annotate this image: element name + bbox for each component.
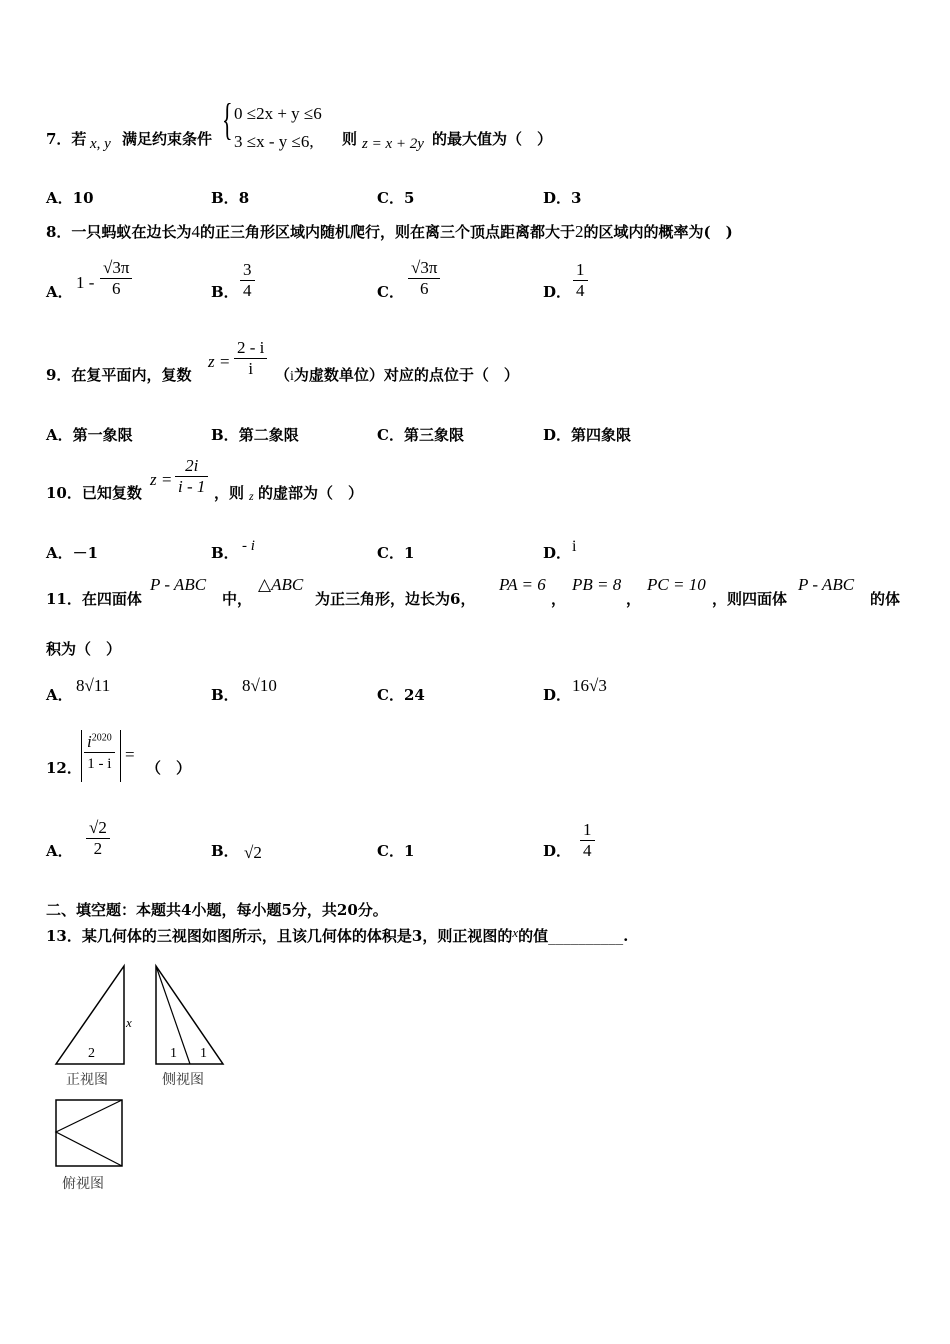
q11-p2: P - ABC <box>798 575 855 594</box>
q10-option-c[interactable]: C．1 <box>377 544 415 562</box>
q9-option-c[interactable]: C．第三象限 <box>377 426 464 444</box>
side-view-label-1a: 1 <box>170 1046 177 1061</box>
q11-option-a-text: 8√11 <box>76 676 111 695</box>
q7-constraint-2: 3 ≤x - y ≤6, <box>234 132 314 151</box>
top-view <box>56 1100 122 1166</box>
q10-stem-a: 10．已知复数 <box>46 484 142 502</box>
q11-stem-f: 积为（ ） <box>46 640 122 658</box>
q12-option-b-letter[interactable]: B． <box>211 842 239 860</box>
q11-option-a-letter[interactable]: A． <box>46 686 73 704</box>
q12-option-a-letter[interactable]: A． <box>46 842 73 860</box>
q11-option-c[interactable]: C．24 <box>377 686 425 704</box>
q11-stem-e: 的体 <box>870 590 901 608</box>
q10-stem-c: 的虚部为（ ） <box>258 484 364 502</box>
q11-pc: PC = 10 <box>647 575 706 594</box>
q12-ask: （ ） <box>146 759 192 777</box>
side-view-caption: 侧视图 <box>162 1072 204 1088</box>
q11-stem-a: 11．在四面体 <box>46 590 142 608</box>
q8-option-c-letter[interactable]: C． <box>377 283 404 301</box>
q8-option-a-prefix: 1 - <box>76 273 95 292</box>
front-view-x-label: x <box>126 1015 132 1030</box>
q7-then: 则 <box>342 130 358 148</box>
q7-cond-label: 满足约束条件 <box>122 130 213 148</box>
q11-triangle: △ABC <box>258 575 304 594</box>
q7-option-c[interactable]: C．5 <box>377 189 415 207</box>
side-view-label-1b: 1 <box>200 1046 207 1061</box>
q10-option-d-text: i <box>572 538 577 555</box>
q12-option-a-fraction: $\frac{√2}{2}$ <box>86 818 110 859</box>
q11-stem-b: 中， <box>222 590 253 608</box>
side-view <box>156 966 223 1064</box>
q8-stem: 8．一只蚂蚁在边长为4的正三角形区域内随机爬行，则在离三个顶点距离都大于2的区域内的概率为( ) <box>46 222 733 241</box>
q10-z2: z <box>249 489 254 503</box>
q13-stem: 13．某几何体的三视图如图所示，且该几何体的体积是3，则正视图的x的值__________. <box>46 925 629 945</box>
q11-option-b-text: 8√10 <box>242 676 277 695</box>
q11-option-d-text: 16√3 <box>572 676 607 695</box>
q7-constraint-1: 0 ≤2x + y ≤6 <box>234 104 322 123</box>
q8-option-c-fraction: $\frac{√3\pi}{6}$ <box>408 258 440 299</box>
q11-p1: P - ABC <box>150 575 207 594</box>
q9-z: z = <box>208 352 231 371</box>
q9-option-a[interactable]: A．第一象限 <box>46 426 133 444</box>
q10-option-b-text: - i <box>242 538 255 554</box>
q9-stem-b: （i为虚数单位）对应的点位于（ ） <box>275 366 519 384</box>
q10-stem-b: ，则 <box>214 484 245 502</box>
front-view-caption: 正视图 <box>66 1072 108 1088</box>
q10-fraction: $\frac{2i}{i - 1}$ <box>175 456 208 497</box>
q7-ask: 的最大值为（ ） <box>432 130 553 148</box>
q7-z-expr: z = x + 2y <box>362 136 424 152</box>
q12-option-c[interactable]: C．1 <box>377 842 415 860</box>
q12-option-d-letter[interactable]: D． <box>543 842 572 860</box>
q11-option-d-letter[interactable]: D． <box>543 686 572 704</box>
q8-option-b-fraction: $\frac{3}{4}$ <box>240 260 255 301</box>
q8-option-b-letter[interactable]: B． <box>211 283 239 301</box>
q8-option-d-fraction: $\frac{1}{4}$ <box>573 260 588 301</box>
left-brace: { <box>222 95 233 144</box>
q8-option-a-letter[interactable]: A． <box>46 283 73 301</box>
q10-option-a[interactable]: A．－1 <box>46 544 99 562</box>
top-view-caption: 俯视图 <box>62 1176 104 1192</box>
q12-option-b-text: √2 <box>244 843 262 862</box>
q9-stem-a: 9．在复平面内，复数 <box>46 366 192 384</box>
q9-option-b[interactable]: B．第二象限 <box>211 426 299 444</box>
q11-option-b-letter[interactable]: B． <box>211 686 239 704</box>
q10-option-b-letter[interactable]: B． <box>211 544 239 562</box>
q10-z: z = <box>150 470 173 489</box>
q11-pa: PA = 6 <box>499 575 546 594</box>
q7-number: 7．若 <box>46 130 87 148</box>
q11-pb: PB = 8 <box>572 575 622 594</box>
q11-stem-c: 为正三角形，边长为6， <box>315 590 476 608</box>
q7-option-a[interactable]: A．10 <box>46 189 94 207</box>
q12-number: 12． <box>46 759 82 777</box>
q13-answer-blank[interactable]: __________ <box>548 927 624 945</box>
q7-option-d[interactable]: D．3 <box>543 189 582 207</box>
q12-equals: = <box>125 745 135 764</box>
q7-option-b[interactable]: B．8 <box>211 189 250 207</box>
q9-option-d[interactable]: D．第四象限 <box>543 426 632 444</box>
q9-fraction: $\frac{2 - i}{i}$ <box>234 338 267 379</box>
front-view-base-label: 2 <box>88 1046 95 1061</box>
q11-comma-2: ， <box>626 590 642 608</box>
q8-option-d-letter[interactable]: D． <box>543 283 572 301</box>
q11-stem-d: ，则四面体 <box>712 590 788 608</box>
q8-option-a-fraction: $\frac{√3\pi}{6}$ <box>100 258 132 299</box>
q11-comma-1: ， <box>551 590 567 608</box>
q12-fraction: $\frac{i^{2020}}{1 - i}$ <box>84 732 115 773</box>
q10-option-d-letter[interactable]: D． <box>543 544 572 562</box>
q12-option-d-fraction: $\frac{1}{4}$ <box>580 820 595 861</box>
section-2-heading: 二、填空题：本题共4小题，每小题5分，共20分。 <box>46 901 388 919</box>
q7-vars: x, y <box>90 136 111 152</box>
